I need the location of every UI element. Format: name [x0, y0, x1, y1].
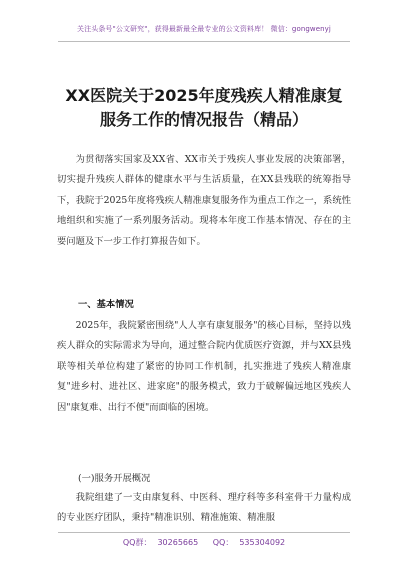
subsection-1-heading: (一)服务开展概况 [78, 473, 151, 484]
title-line-1: XX医院关于2025年度残疾人精准康复 [65, 86, 343, 105]
promo-banner: 关注头条号"公文研究"，获得最新最全最专业的公文资料库！ 微信：gongwenyj [77, 25, 331, 33]
intro-paragraph: 为贯彻落实国家及XX省、XX市关于残疾人事业发展的决策部署，切实提升残疾人群体的健康水平与生活质量，在XX县残联的统筹指导下，我院于2025年度将残疾人精准康复服务作为重点工作之一，系统性地组织和实施了一系列服务活动。现将本年度工作基本情况、存在的主要问题及下一步工作打算报告如下。 [57, 154, 351, 247]
footer-contact [0, 537, 408, 548]
section-1-body [57, 316, 351, 418]
subsection-1-body [57, 488, 351, 529]
qq-group-label: QQ群： [122, 538, 152, 547]
title-line-2: 服务工作的情况报告（精品） [99, 110, 308, 129]
section-1-heading: 一、基本情况 [78, 299, 134, 310]
header-divider [58, 41, 350, 42]
qq-contact [210, 538, 288, 547]
section-1-paragraph: 2025年，我院紧密围绕"人人享有康复服务"的核心目标，坚持以残疾人群众的实际需求为导向，通过整合院内优质医疗资源，并与XX县残联等相关单位构建了紧密的协同工作机制，扎实推进了残疾人精准康复"进乡村、进社区、进家庭"的服务模式，致力于破解偏远地区残疾人因"康复难、出行不便"而面临的困境。 [57, 320, 351, 413]
intro-section [57, 150, 351, 252]
qq-group-contact [120, 538, 201, 547]
document-title [40, 84, 368, 132]
subsection-1-paragraph: 我院组建了一支由康复科、中医科、理疗科等多科室骨干力量构成的专业医疗团队，秉持"精准识别、精准施策、精准服 [57, 492, 351, 524]
qq-number: 535304092 [239, 538, 286, 547]
qq-label: QQ： [212, 538, 234, 547]
qq-group-number: 30265665 [157, 538, 199, 547]
footer-divider [58, 532, 350, 533]
